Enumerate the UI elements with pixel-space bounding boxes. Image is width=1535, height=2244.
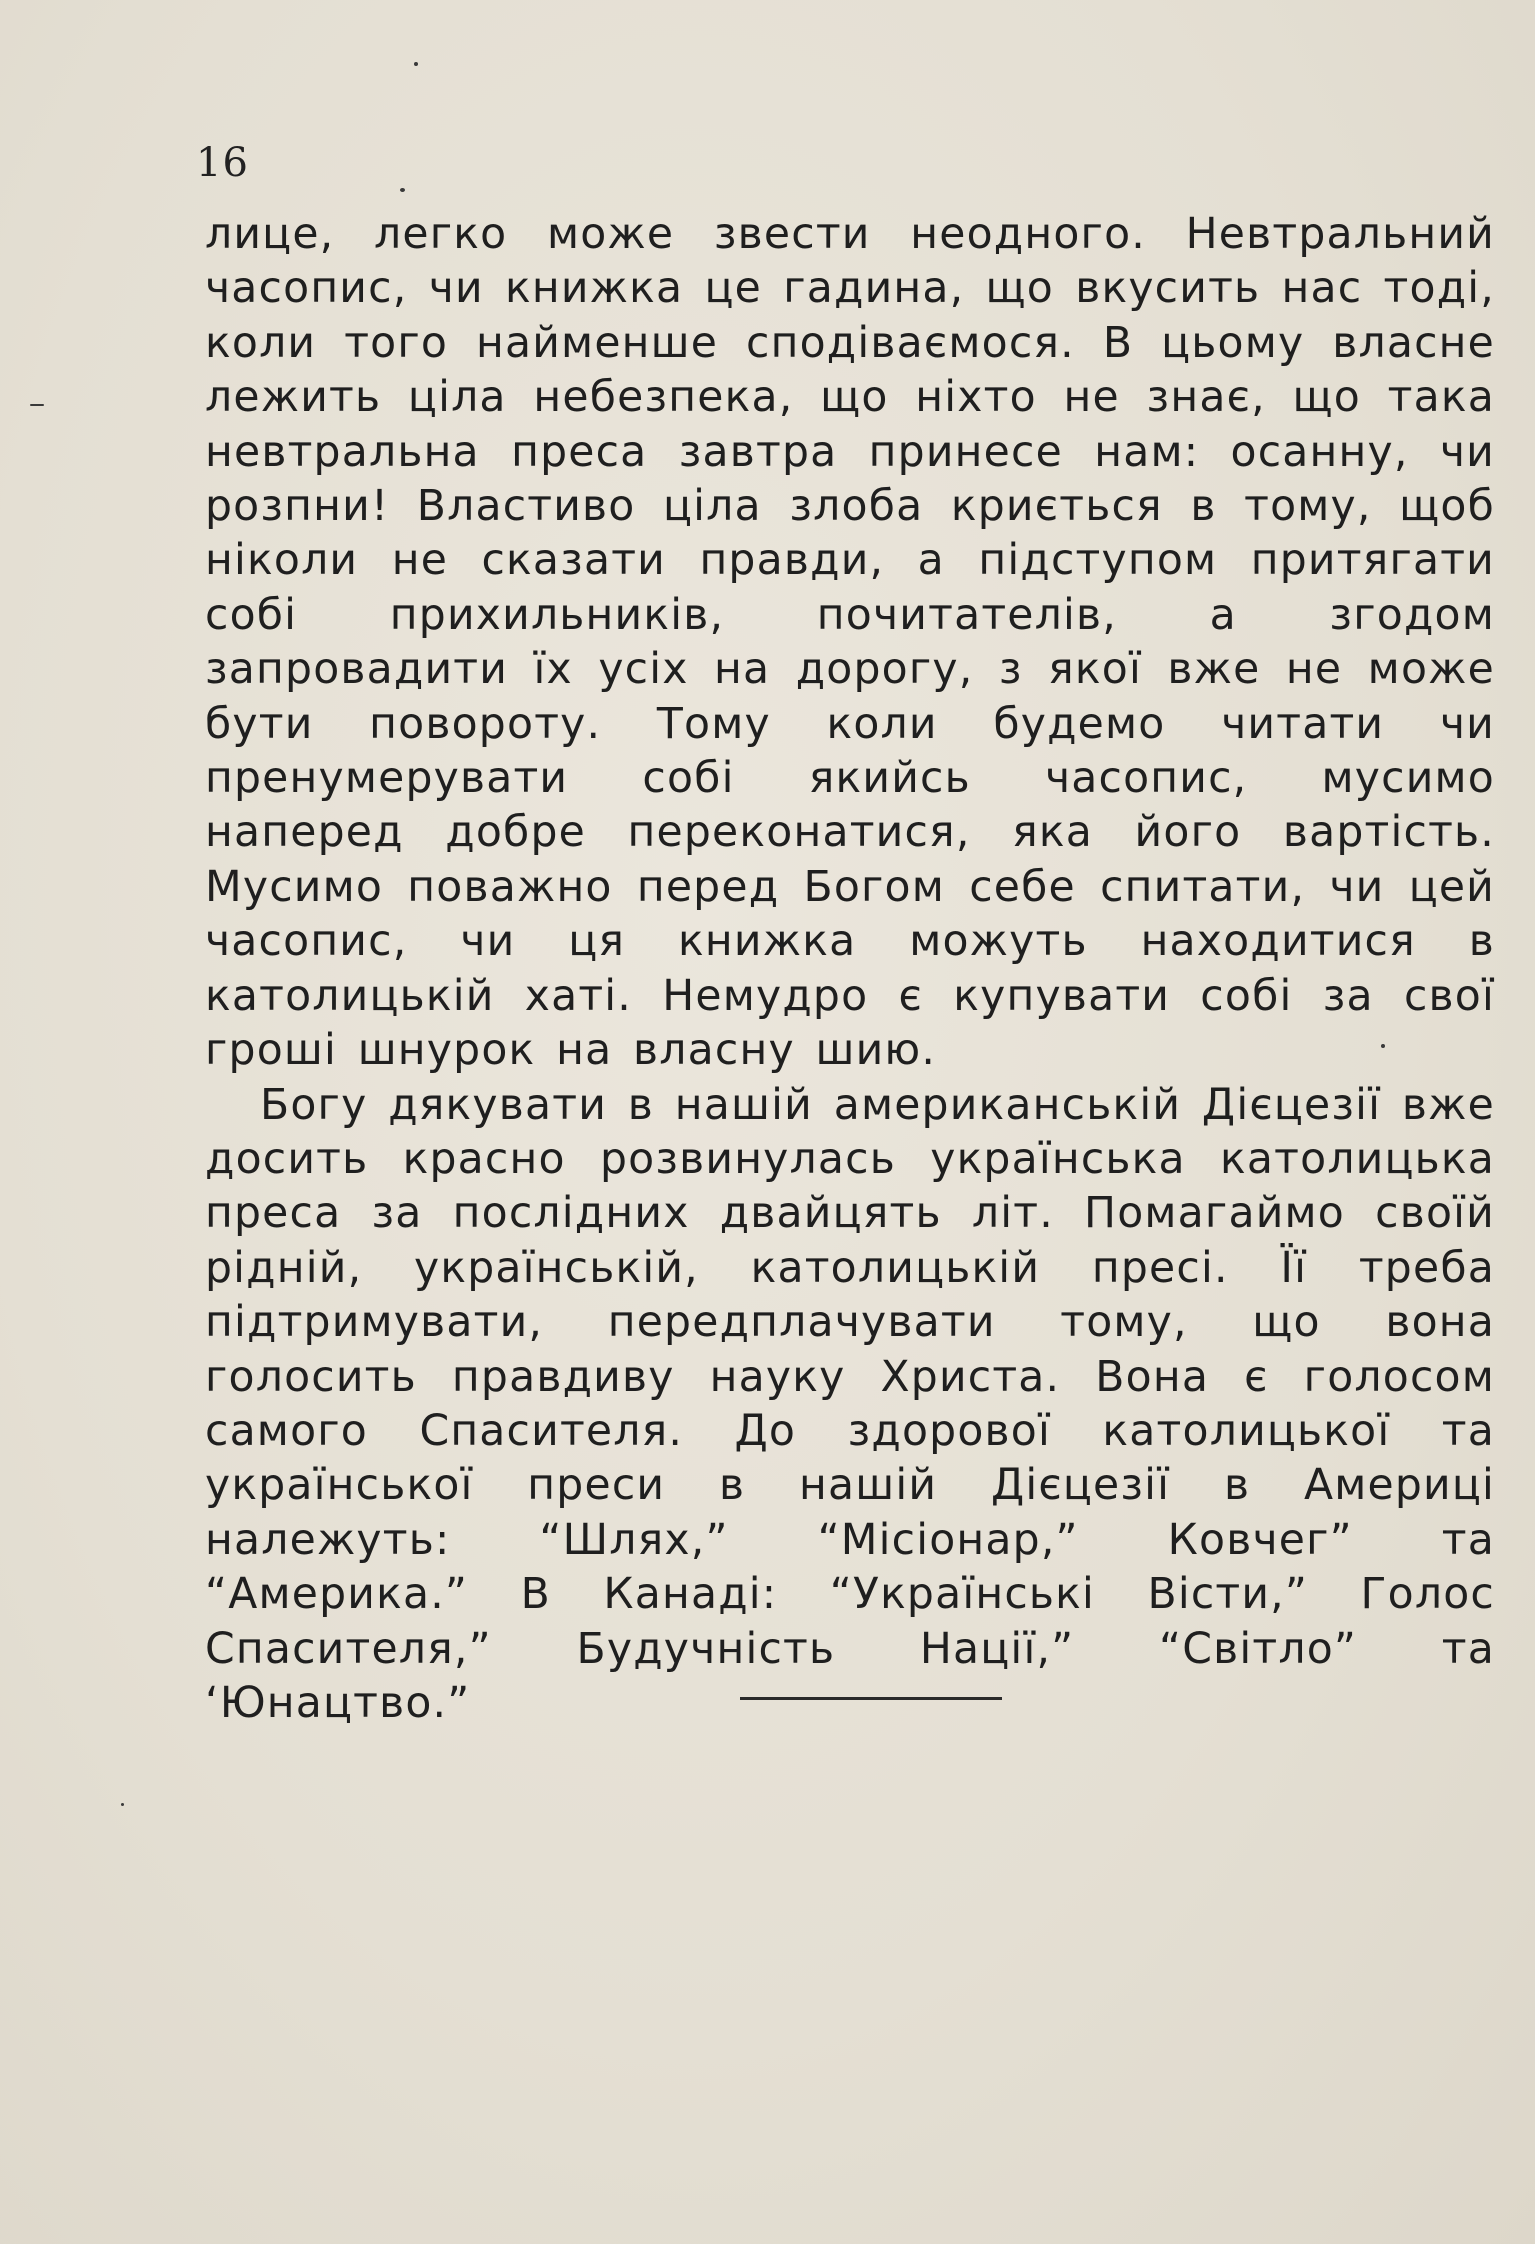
paragraph-catholic-press: Богу дякувати в нашій американській Дієцезії вже досить красно розвинулась українська католицька преса за послідних двайцять літ. Помагаймо своїй рідній, українській, католицькій пресі. Її треба підтримувати, передплачувати тому, що вона голосить правдиву науку Христа. Вона є голосом самого Спасителя. До здорової католицької та української преси в нашій Дієцезії в Америці належуть: “Шлях,” “Місіонар,” Ковчег” та “Америка.” В Канаді: “Українські Вісти,” Голос Спасителя,” Будучність Нації,” “Світло” та ‘Юнацтво.” — [205, 1080, 1495, 1728]
paper-speck — [414, 62, 418, 66]
section-end-rule — [740, 1697, 1002, 1700]
paragraph-neutral-press: лице, легко може звести неодного. Невтральний часопис, чи книжка це гадина, що вкусить нас тоді, коли того найменше сподіваємося. В цьому власне лежить ціла небезпека, що ніхто не знає, що така невтральна преса завтра принесе нам: осанну, чи розпни! Властиво ціла злоба криється в тому, щоб ніколи не сказати правди, а підступом притягати собі прихильників, почитателів, а згодом запровадити їх усіх на дорогу, з якої вже не може бути повороту. Тому коли будемо читати чи пренумерувати собі якийсь часопис, мусимо наперед добре переконатися, яка його вартість. Мусимо поважно перед Богом себе спитати, чи цей часопис, чи ця книжка можуть находитися в католицькій хаті. Немудро є купувати собі за свої гроші шнурок на власну шию. — [205, 210, 1495, 1076]
body-text — [205, 208, 1495, 1731]
paper-speck — [1381, 1044, 1385, 1048]
paper-speck — [400, 188, 405, 192]
page-number: 16 — [196, 140, 249, 186]
paper-speck — [30, 404, 44, 406]
paper-speck — [121, 1803, 124, 1806]
